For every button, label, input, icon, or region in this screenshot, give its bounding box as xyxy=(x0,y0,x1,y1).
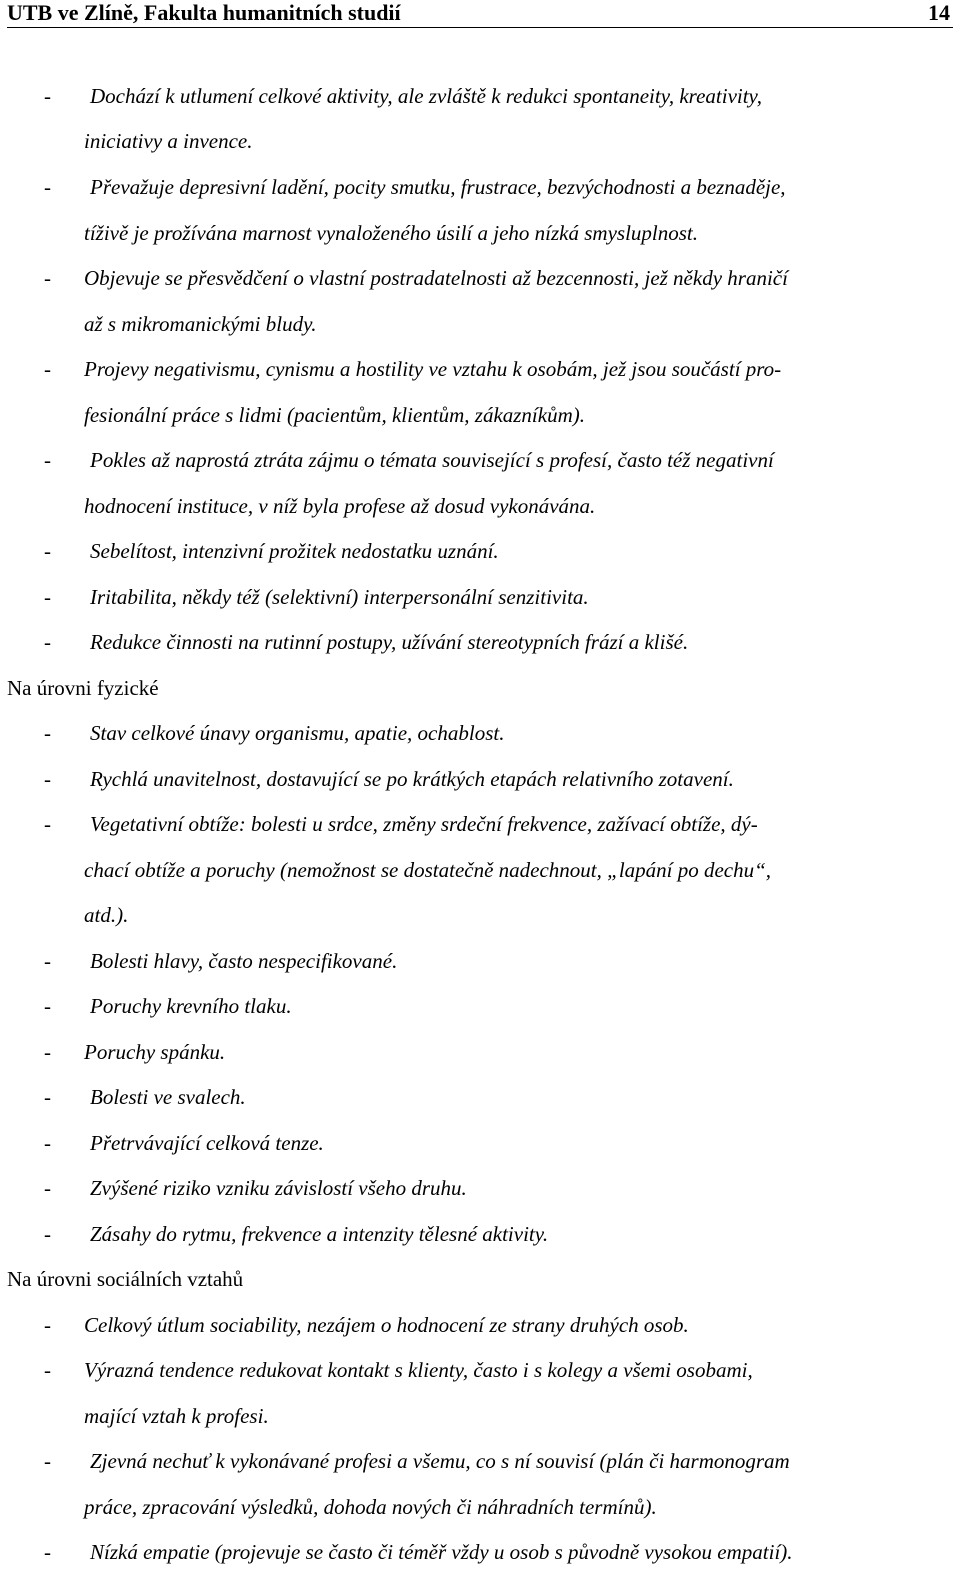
bullet-dash: - xyxy=(44,949,51,973)
bullet-dash: - xyxy=(44,1358,51,1382)
bullet-dash: - xyxy=(44,812,51,836)
bullet-dash: - xyxy=(44,175,51,199)
list-item-line: Bolesti hlavy, často nespecifikované. xyxy=(90,949,398,973)
list-item-line: chací obtíže a poruchy (nemožnost se dostatečně nadechnout, „lapání po dechu“, xyxy=(84,858,772,882)
bullet-dash: - xyxy=(44,1131,51,1155)
page-number: 14 xyxy=(928,0,950,25)
list-item-line: Zvýšené riziko vzniku závislostí všeho druhu. xyxy=(90,1176,467,1200)
list-item-line: Redukce činnosti na rutinní postupy, užívání stereotypních frází a klišé. xyxy=(90,630,689,654)
list-item-line: Vegetativní obtíže: bolesti u srdce, změny srdeční frekvence, zažívací obtíže, dý- xyxy=(90,812,758,836)
list-item-line: Zásahy do rytmu, frekvence a intenzity tělesné aktivity. xyxy=(90,1222,549,1246)
list-item-line: Objevuje se přesvědčení o vlastní postradatelnosti až bezcennosti, jež někdy hraničí xyxy=(84,266,788,290)
bullet-dash: - xyxy=(44,630,51,654)
bullet-dash: - xyxy=(44,266,51,290)
list-item-line: Poruchy krevního tlaku. xyxy=(90,994,292,1018)
bullet-dash: - xyxy=(44,448,51,472)
bullet-dash: - xyxy=(44,767,51,791)
list-item-line: Přetrvávající celková tenze. xyxy=(90,1131,324,1155)
list-item-line: Sebelítost, intenzivní prožitek nedostatku uznání. xyxy=(90,539,499,563)
bullet-dash: - xyxy=(44,1040,51,1064)
list-item-line: Dochází k utlumení celkové aktivity, ale zvláště k redukci spontaneity, kreativity, xyxy=(90,84,762,108)
list-item-line: mající vztah k profesi. xyxy=(84,1404,269,1428)
list-item-line: atd.). xyxy=(84,903,129,927)
list-item-line: fesionální práce s lidmi (pacientům, klientům, zákazníkům). xyxy=(84,403,585,427)
bullet-dash: - xyxy=(44,84,51,108)
bullet-dash: - xyxy=(44,585,51,609)
list-item-line: Pokles až naprostá ztráta zájmu o témata související s profesí, často též negativní xyxy=(90,448,774,472)
list-item-line: Poruchy spánku. xyxy=(84,1040,226,1064)
bullet-dash: - xyxy=(44,1222,51,1246)
header-title: UTB ve Zlíně, Fakulta humanitních studií xyxy=(7,0,401,25)
bullet-dash: - xyxy=(44,1085,51,1109)
bullet-dash: - xyxy=(44,994,51,1018)
list-item-line: Bolesti ve svalech. xyxy=(90,1085,246,1109)
section-heading-physical: Na úrovni fyzické xyxy=(7,676,159,700)
list-item-line: Převažuje depresivní ladění, pocity smutku, frustrace, bezvýchodnosti a beznaděje, xyxy=(90,175,786,199)
bullet-dash: - xyxy=(44,357,51,381)
bullet-dash: - xyxy=(44,1540,51,1564)
list-item-line: Výrazná tendence redukovat kontakt s klienty, často i s kolegy a všemi osobami, xyxy=(84,1358,753,1382)
list-item-line: Iritabilita, někdy též (selektivní) interpersonální senzitivita. xyxy=(90,585,589,609)
list-item-line: tíživě je prožívána marnost vynaloženého úsilí a jeho nízká smysluplnost. xyxy=(84,221,698,245)
list-item-line: Celkový útlum sociability, nezájem o hodnocení ze strany druhých osob. xyxy=(84,1313,689,1337)
bullet-dash: - xyxy=(44,1313,51,1337)
bullet-dash: - xyxy=(44,1449,51,1473)
list-item-line: iniciativy a invence. xyxy=(84,129,253,153)
list-item-line: Nízká empatie (projevuje se často či téměř vždy u osob s původně vysokou empatií). xyxy=(90,1540,793,1564)
section-heading-social: Na úrovni sociálních vztahů xyxy=(7,1267,244,1291)
list-item-line: práce, zpracování výsledků, dohoda nových či náhradních termínů). xyxy=(84,1495,657,1519)
bullet-dash: - xyxy=(44,539,51,563)
list-item-line: Stav celkové únavy organismu, apatie, ochablost. xyxy=(90,721,505,745)
list-item-line: Rychlá unavitelnost, dostavující se po krátkých etapách relativního zotavení. xyxy=(90,767,734,791)
bullet-dash: - xyxy=(44,1176,51,1200)
list-item-line: Zjevná nechuť k vykonávané profesi a všemu, co s ní souvisí (plán či harmonogram xyxy=(90,1449,790,1473)
page-header xyxy=(7,0,953,28)
list-item-line: Projevy negativismu, cynismu a hostility ve vztahu k osobám, jež jsou součástí pro- xyxy=(84,357,782,381)
list-item-line: hodnocení instituce, v níž byla profese až dosud vykonávána. xyxy=(84,494,596,518)
list-item-line: až s mikromanickými bludy. xyxy=(84,312,317,336)
bullet-dash: - xyxy=(44,721,51,745)
